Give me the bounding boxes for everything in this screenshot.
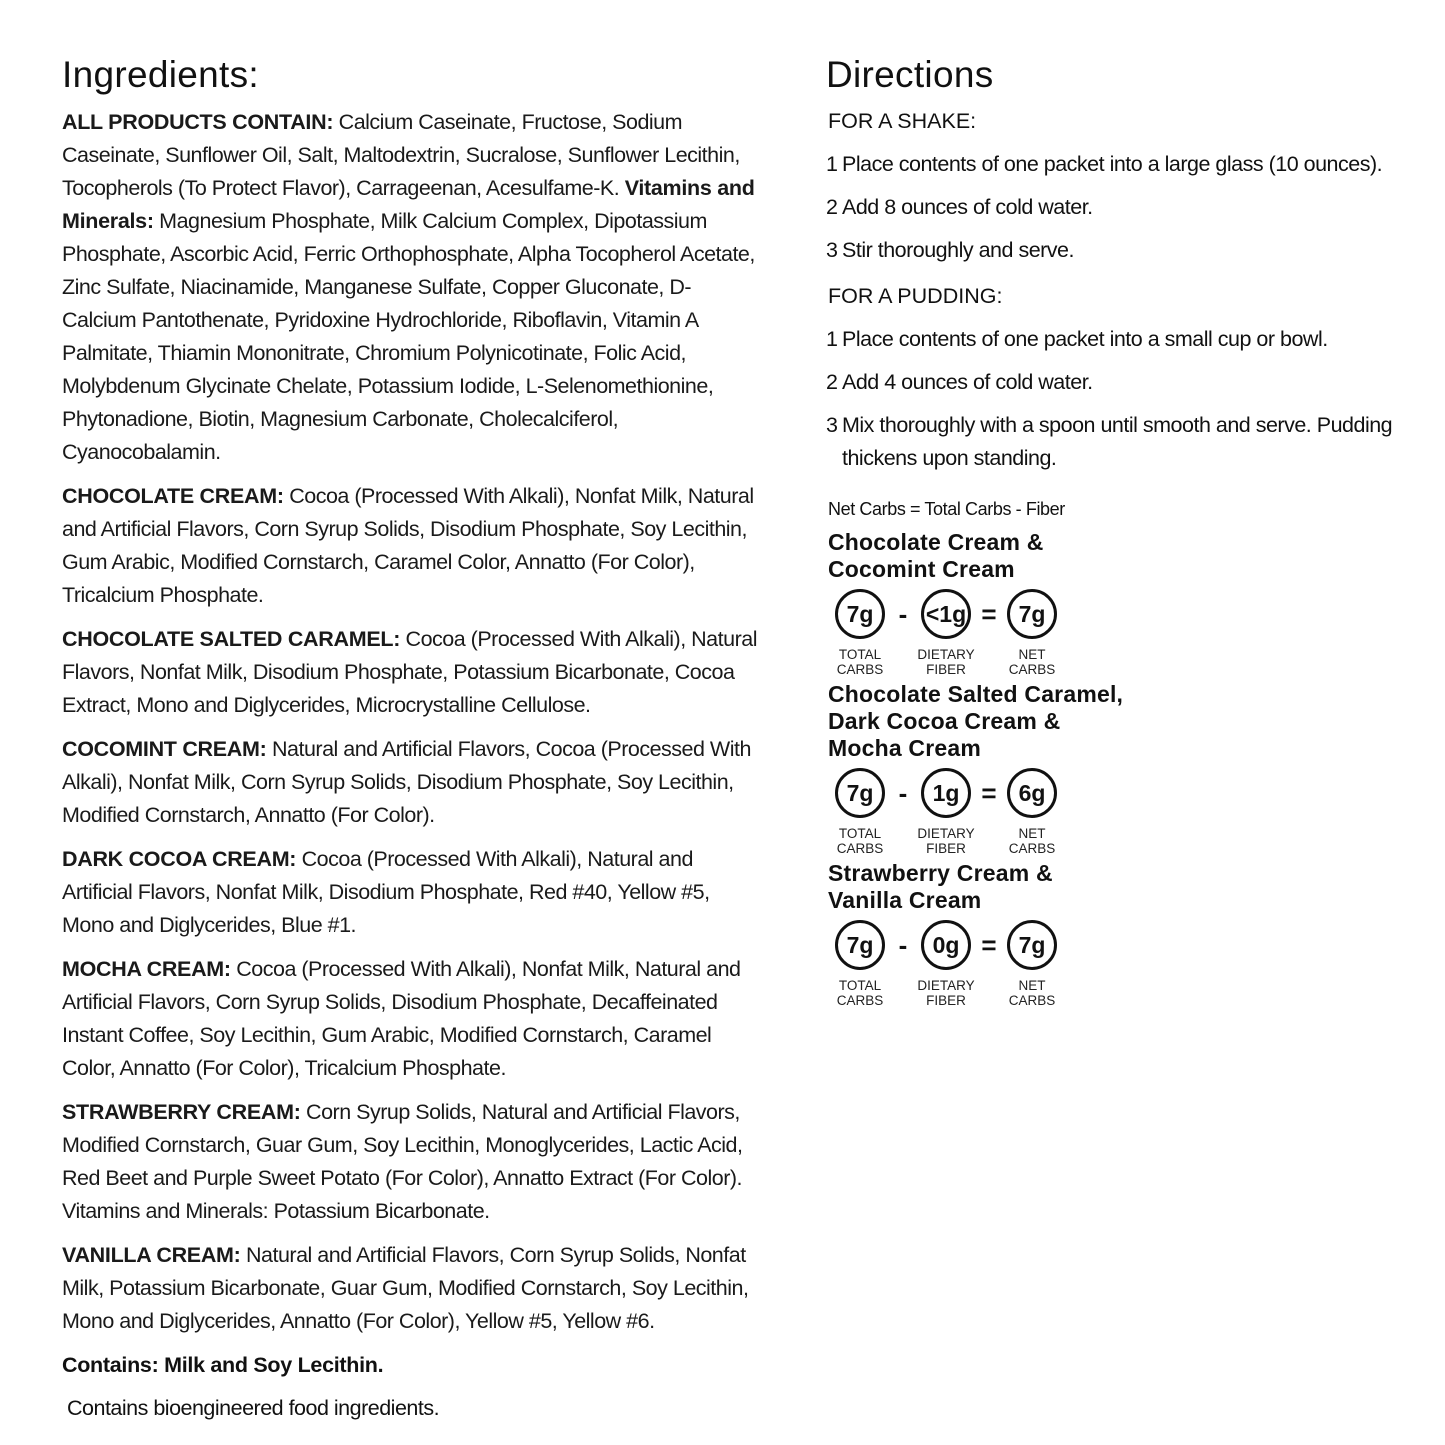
net-carbs-caption-line: NET xyxy=(1018,647,1046,662)
total-carbs-caption-line: TOTAL xyxy=(838,647,882,662)
step-text: Add 4 ounces of cold water. xyxy=(842,370,1093,394)
total-carbs-caption-line: CARBS xyxy=(836,662,884,677)
total-carbs-caption xyxy=(837,826,884,856)
step-number: 3 xyxy=(826,238,838,262)
ingredient-label-vitamins: Vitamins and Minerals: xyxy=(62,176,755,233)
carb-group-title-line: Chocolate Cream & xyxy=(828,529,1044,555)
total-carbs-caption-line: TOTAL xyxy=(838,826,882,841)
step-text: Add 8 ounces of cold water. xyxy=(842,195,1093,219)
net-carbs-circle: 7g xyxy=(1007,589,1057,639)
ingredient-text: Natural and Artificial Flavors, Cocoa (Processed With Alkali), Nonfat Milk, Corn Syrup Solids, Disodium Phosphate, Soy Lecithin, Modified Cornstarch, Annatto (For Color). xyxy=(62,737,751,827)
net-carbs-caption-line: CARBS xyxy=(1008,993,1056,1008)
net-carbs-caption-line: NET xyxy=(1018,978,1046,993)
net-carbs-cell xyxy=(1002,768,1062,856)
ingredient-label: CHOCOLATE CREAM: xyxy=(62,484,284,508)
dietary-fiber-caption-line: FIBER xyxy=(926,841,966,856)
ingredient-text: Cocoa (Processed With Alkali), Nonfat Milk, Natural and Artificial Flavors, Corn Syrup Solids, Disodium Phosphate, Soy Lecithin, Gum Arabic, Modified Cornstarch, Caramel Color, Annatto (For Color), Tricalcium Phosphate. xyxy=(62,484,754,607)
carb-formula xyxy=(830,589,1416,681)
net-carbs-caption xyxy=(1009,978,1056,1008)
ingredient-text: Natural and Artificial Flavors, Corn Syrup Solids, Nonfat Milk, Potassium Bicarbonate, Guar Gum, Modified Cornstarch, Soy Lecithin, Mono and Diglycerides, Annatto (For Color), Yellow #5, Yellow #6. xyxy=(62,1243,749,1333)
equals-sign: = xyxy=(981,599,997,629)
carb-group-title xyxy=(828,681,1416,762)
ingredient-mocha-cream xyxy=(62,953,762,1085)
step-text: Stir thoroughly and serve. xyxy=(842,238,1074,262)
dietary-fiber-cell xyxy=(916,920,976,1008)
directions-title: Directions xyxy=(826,54,994,95)
ingredient-label: MOCHA CREAM: xyxy=(62,957,231,981)
dietary-fiber-caption-line: DIETARY xyxy=(917,978,975,993)
direction-step xyxy=(826,148,1416,181)
step-number: 1 xyxy=(826,327,838,351)
carb-group-title-line: Vanilla Cream xyxy=(828,887,982,913)
direction-step xyxy=(826,191,1416,224)
step-number: 3 xyxy=(826,413,838,437)
total-carbs-cell xyxy=(830,768,890,856)
total-carbs-caption xyxy=(837,647,884,677)
carb-group-title-line: Cocomint Cream xyxy=(828,556,1015,582)
direction-step xyxy=(826,366,1416,399)
step-number: 1 xyxy=(826,152,838,176)
ingredient-dark-cocoa-cream xyxy=(62,843,762,942)
minus-sign: - xyxy=(898,778,908,808)
ingredient-cocomint-cream xyxy=(62,733,762,832)
ingredients-title: Ingredients: xyxy=(62,54,259,95)
ingredient-label: COCOMINT CREAM: xyxy=(62,737,267,761)
shake-steps xyxy=(826,148,1416,267)
ingredient-label: STRAWBERRY CREAM: xyxy=(62,1100,301,1124)
net-carbs-caption-line: CARBS xyxy=(1008,662,1056,677)
step-text: Place contents of one packet into a small cup or bowl. xyxy=(842,327,1328,351)
ingredient-label: VANILLA CREAM: xyxy=(62,1243,241,1267)
step-text: Place contents of one packet into a large glass (10 ounces). xyxy=(842,152,1383,176)
total-carbs-circle: 7g xyxy=(835,920,885,970)
dietary-fiber-caption xyxy=(917,826,974,856)
carb-group-title xyxy=(828,860,1416,914)
minus-sign: - xyxy=(898,930,908,960)
ingredient-text: Cocoa (Processed With Alkali), Nonfat Milk, Natural and Artificial Flavors, Corn Syrup Solids, Disodium Phosphate, Decaffeinated Instant Coffee, Soy Lecithin, Gum Arabic, Modified Cornstarch, Caramel Color, Annatto (For Color), Tricalcium Phosphate. xyxy=(62,957,741,1080)
ingredient-label: ALL PRODUCTS CONTAIN: xyxy=(62,110,334,134)
net-carbs-circle: 7g xyxy=(1007,920,1057,970)
total-carbs-caption xyxy=(837,978,884,1008)
bioengineered-statement: Contains bioengineered food ingredients. xyxy=(67,1396,440,1420)
step-number: 2 xyxy=(826,195,838,219)
total-carbs-caption-line: CARBS xyxy=(836,841,884,856)
ingredient-text: Corn Syrup Solids, Natural and Artificial Flavors, Modified Cornstarch, Guar Gum, Soy Lecithin, Monoglycerides, Lactic Acid, Red Beet and Purple Sweet Potato (For Color), Annatto Extract (For Color). Vitamins and Minerals: Potassium Bicarbonate. xyxy=(62,1100,743,1223)
net-carbs-caption-line: CARBS xyxy=(1008,841,1056,856)
ingredient-vanilla-cream xyxy=(62,1239,762,1338)
ingredient-label: CHOCOLATE SALTED CARAMEL: xyxy=(62,627,401,651)
net-carbs-note: Net Carbs = Total Carbs - Fiber xyxy=(828,499,1065,519)
equals-sign: = xyxy=(981,930,997,960)
ingredient-text: Cocoa (Processed With Alkali), Natural and Artificial Flavors, Nonfat Milk, Disodium Phosphate, Red #40, Yellow #5, Mono and Diglycerides, Blue #1. xyxy=(62,847,710,937)
dietary-fiber-caption-line: DIETARY xyxy=(917,826,975,841)
dietary-fiber-caption xyxy=(917,647,974,677)
dietary-fiber-caption xyxy=(917,978,974,1008)
direction-step xyxy=(826,234,1416,267)
carb-formula xyxy=(830,768,1416,860)
shake-heading: FOR A SHAKE: xyxy=(828,109,977,133)
total-carbs-circle: 7g xyxy=(835,768,885,818)
step-number: 2 xyxy=(826,370,838,394)
ingredient-text-vitamins: Magnesium Phosphate, Milk Calcium Complex, Dipotassium Phosphate, Ascorbic Acid, Ferric Orthophosphate, Alpha Tocopherol Acetate, Zinc Sulfate, Niacinamide, Manganese Sulfate, Copper Gluconate, D-Calcium Pantothenate, Pyridoxine Hydrochloride, Riboflavin, Vitamin A Palmitate, Thiamin Mononitrate, Chromium Polynicotinate, Folic Acid, Molybdenum Glycinate Chelate, Potassium Iodide, L-Selenomethionine, Phytonadione, Biotin, Magnesium Carbonate, Cholecalciferol, Cyanocobalamin. xyxy=(62,209,755,464)
ingredient-chocolate-salted-caramel xyxy=(62,623,762,722)
net-carbs-caption xyxy=(1009,647,1056,677)
equals-sign: = xyxy=(981,778,997,808)
carb-groups xyxy=(826,529,1416,1012)
carb-group-title-line: Mocha Cream xyxy=(828,735,982,761)
dietary-fiber-cell xyxy=(916,768,976,856)
carb-group-title-line: Chocolate Salted Caramel, xyxy=(828,681,1124,707)
net-carbs-caption xyxy=(1009,826,1056,856)
ingredient-all-products xyxy=(62,106,762,469)
step-text: Mix thoroughly with a spoon until smooth and serve. Pudding thickens upon standing. xyxy=(842,413,1393,470)
ingredient-text: Cocoa (Processed With Alkali), Natural Flavors, Nonfat Milk, Disodium Phosphate, Potassium Bicarbonate, Cocoa Extract, Mono and Diglycerides, Microcrystalline Cellulose. xyxy=(62,627,757,717)
net-carbs-cell xyxy=(1002,589,1062,677)
dietary-fiber-caption-line: FIBER xyxy=(926,993,966,1008)
carb-group-title-line: Dark Cocoa Cream & xyxy=(828,708,1061,734)
total-carbs-caption-line: CARBS xyxy=(836,993,884,1008)
total-carbs-caption-line: TOTAL xyxy=(838,978,882,993)
directions-column xyxy=(826,52,1416,1012)
ingredient-label: DARK COCOA CREAM: xyxy=(62,847,297,871)
dietary-fiber-circle: <1g xyxy=(921,589,971,639)
carb-group-title xyxy=(828,529,1416,583)
net-carbs-caption-line: NET xyxy=(1018,826,1046,841)
dietary-fiber-circle: 1g xyxy=(921,768,971,818)
dietary-fiber-cell xyxy=(916,589,976,677)
direction-step xyxy=(826,323,1416,356)
minus-sign: - xyxy=(898,599,908,629)
direction-step xyxy=(826,409,1416,475)
ingredients-column xyxy=(62,52,762,1425)
net-carbs-circle: 6g xyxy=(1007,768,1057,818)
ingredient-text: Calcium Caseinate, Fructose, Sodium Caseinate, Sunflower Oil, Salt, Maltodextrin, Sucralose, Sunflower Lecithin, Tocopherols (To Protect Flavor), Carrageenan, Acesulfame-K. xyxy=(62,110,740,200)
ingredient-chocolate-cream xyxy=(62,480,762,612)
carb-group-title-line: Strawberry Cream & xyxy=(828,860,1053,886)
dietary-fiber-caption-line: DIETARY xyxy=(917,647,975,662)
pudding-heading: FOR A PUDDING: xyxy=(828,284,1003,308)
carb-formula xyxy=(830,920,1416,1012)
total-carbs-cell xyxy=(830,920,890,1008)
total-carbs-cell xyxy=(830,589,890,677)
dietary-fiber-caption-line: FIBER xyxy=(926,662,966,677)
ingredient-strawberry-cream xyxy=(62,1096,762,1228)
pudding-steps xyxy=(826,323,1416,475)
total-carbs-circle: 7g xyxy=(835,589,885,639)
allergen-statement: Contains: Milk and Soy Lecithin. xyxy=(62,1353,384,1377)
dietary-fiber-circle: 0g xyxy=(921,920,971,970)
net-carbs-cell xyxy=(1002,920,1062,1008)
